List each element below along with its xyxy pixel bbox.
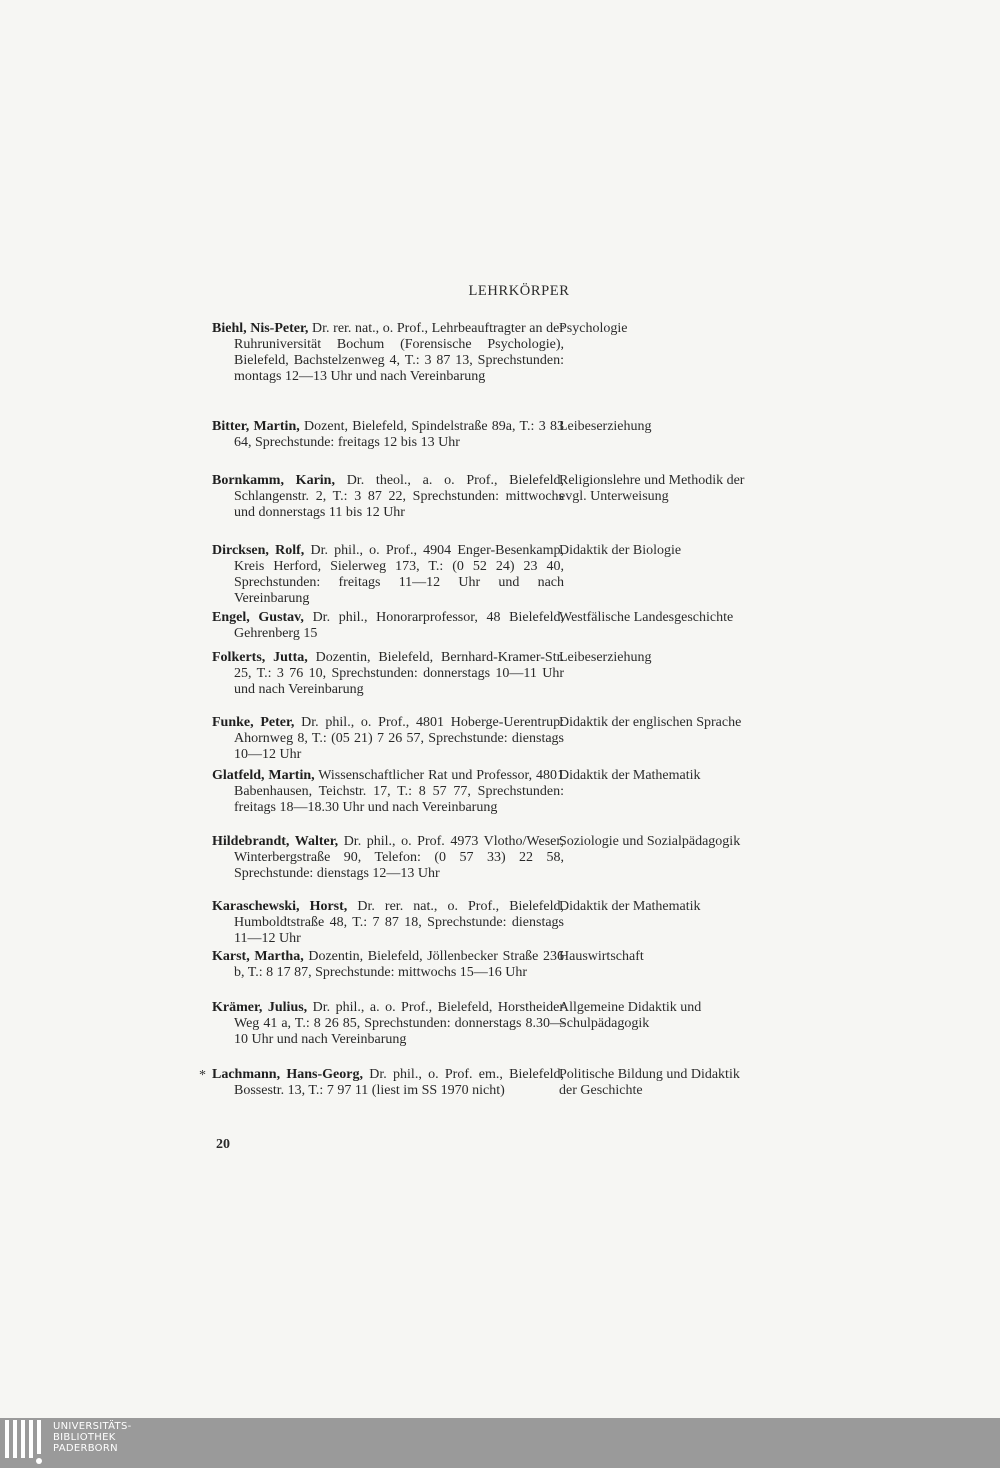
entry-text: Dozentin, Bielefeld, Jöllenbecker Straße 236 b, T.: 8 17 87, Sprechstunde: mittwochs 15—16 Uhr	[234, 949, 564, 980]
entry-description	[212, 949, 564, 981]
entry-text: Dr. phil., a. o. Prof., Bielefeld, Horstheider Weg 41 a, T.: 8 26 85, Sprechstunden: donnerstags 8.30—10 Uhr und nach Vereinbarung	[234, 1000, 564, 1047]
entry-subject: Didaktik der englischen Sprache	[559, 715, 742, 730]
logo-line: BIBLIOTHEK	[53, 1432, 116, 1443]
entry-subject: Westfälische Landesgeschichte	[559, 610, 734, 625]
entry-name: Funke, Peter,	[212, 715, 295, 730]
entry-subject: Politische Bildung und Didaktik der Geschichte	[559, 1067, 740, 1098]
entry-text: Dozentin, Bielefeld, Bernhard-Kramer-Str. 25, T.: 3 76 10, Sprechstunden: donnerstags 10—11 Uhr und nach Vereinbarung	[234, 650, 564, 697]
entry-name: Krämer, Julius,	[212, 1000, 308, 1015]
entry-name: Lachmann, Hans-Georg,	[212, 1067, 363, 1082]
library-footer-bar	[0, 1418, 1000, 1468]
entry-description	[212, 1000, 564, 1048]
entry-description	[212, 715, 564, 763]
entry-description	[212, 899, 564, 947]
entry-description	[212, 610, 564, 642]
entry-subject: Hauswirtschaft	[559, 949, 644, 964]
entry-subject: Leibeserziehung	[559, 650, 652, 665]
entry-description	[212, 650, 564, 698]
entry-subject: Religionslehre und Methodik der evgl. Unterweisung	[559, 473, 745, 504]
entry-subject: Psychologie	[559, 321, 628, 336]
entry-text: Dr. phil., o. Prof. em., Bielefeld, Bossestr. 13, T.: 7 97 11 (liest im SS 1970 nicht)	[234, 1067, 564, 1098]
entry-text: Dr. phil., Honorarprofessor, 48 Bielefeld, Gehrenberg 15	[234, 610, 564, 641]
page-header: LEHRKÖRPER	[468, 283, 570, 299]
entry-subject: Soziologie und Sozialpädagogik	[559, 834, 741, 849]
entry-text: Wissenschaftlicher Rat und Professor, 4801 Babenhausen, Teichstr. 17, T.: 8 57 77, Sprechstunden: freitags 18—18.30 Uhr und nach Vereinbarung	[234, 768, 564, 815]
entry-subject: Allgemeine Didaktik und Schulpädagogik	[559, 1000, 702, 1031]
entry-name: Glatfeld, Martin,	[212, 768, 315, 783]
logo-line: UNIVERSITÄTS-	[53, 1421, 132, 1432]
library-logo-text	[53, 1421, 132, 1454]
logo-line: PADERBORN	[53, 1443, 118, 1454]
entry-text: Dr. rer. nat., o. Prof., Lehrbeauftragter an der Ruhruniversität Bochum (Forensische Psychologie), Bielefeld, Bachstelzenweg 4, T.: 3 87 13, Sprechstunden: montags 12—13 Uhr und nach Vereinbarung	[234, 321, 564, 384]
entry-description	[212, 321, 564, 385]
entry-subject: Didaktik der Mathematik	[559, 768, 701, 783]
entry-text: Dr. phil., o. Prof., 4904 Enger-Besenkamp, Kreis Herford, Sielerweg 173, T.: (0 52 24) 23 40, Sprechstunden: freitags 11—12 Uhr und nach Vereinbarung	[234, 543, 564, 606]
entry-name: Biehl, Nis-Peter,	[212, 321, 309, 336]
entry-name: Bitter, Martin,	[212, 419, 300, 434]
entry-text: Dozent, Bielefeld, Spindelstraße 89a, T.: 3 83 64, Sprechstunde: freitags 12 bis 13 Uhr	[234, 419, 564, 450]
entry-name: Bornkamm, Karin,	[212, 473, 335, 488]
entry-subject: Didaktik der Biologie	[559, 543, 682, 558]
entry-name: Karaschewski, Horst,	[212, 899, 348, 914]
entry-subject: Leibeserziehung	[559, 419, 652, 434]
page-number: 20	[216, 1137, 230, 1152]
entry-text: Dr. rer. nat., o. Prof., Bielefeld, Humboldtstraße 48, T.: 7 87 18, Sprechstunde: dienstags 11—12 Uhr	[234, 899, 565, 946]
entry-description	[212, 768, 564, 816]
entry-description	[212, 834, 564, 882]
entry-description	[212, 1067, 564, 1099]
entry-name: Dircksen, Rolf,	[212, 543, 305, 558]
entry-description	[212, 419, 564, 451]
entry-name: Hildebrandt, Walter,	[212, 834, 339, 849]
entry-text: Dr. phil., o. Prof. 4973 Vlotho/Weser, Winterbergstraße 90, Telefon: (0 57 33) 22 58, Sprechstunde: dienstags 12—13 Uhr	[234, 834, 564, 881]
entry-subject: Didaktik der Mathematik	[559, 899, 701, 914]
library-logo-icon	[3, 1420, 47, 1464]
entry-name: Karst, Martha,	[212, 949, 304, 964]
entry-name: Engel, Gustav,	[212, 610, 304, 625]
entry-marker: *	[199, 1068, 206, 1083]
entry-description	[212, 473, 564, 521]
entry-text: Dr. theol., a. o. Prof., Bielefeld, Schlangenstr. 2, T.: 3 87 22, Sprechstunden: mittwochs und donnerstags 11 bis 12 Uhr	[234, 473, 564, 520]
entry-text: Dr. phil., o. Prof., 4801 Hoberge-Uerentrup: Ahornweg 8, T.: (05 21) 7 26 57, Sprechstunde: dienstags 10—12 Uhr	[234, 715, 564, 762]
entry-description	[212, 543, 564, 607]
entry-name: Folkerts, Jutta,	[212, 650, 308, 665]
